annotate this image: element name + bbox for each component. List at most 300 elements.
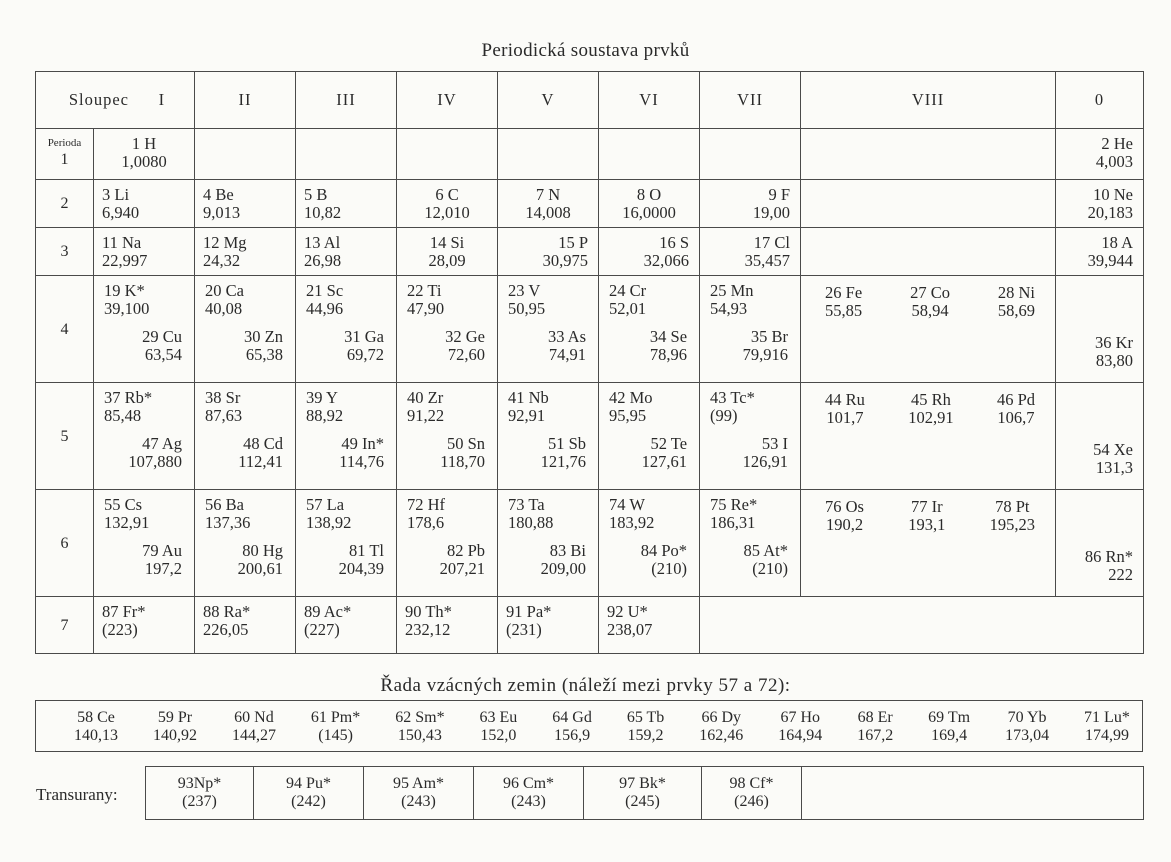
element-cell [1056, 228, 1144, 276]
element-mass: 9,013 [203, 203, 241, 222]
element-mass: (223) [102, 620, 138, 639]
rare-earth-element [699, 709, 743, 745]
element-mass: (243) [401, 793, 436, 810]
element-cell [498, 597, 599, 654]
element-mass: 195,23 [989, 515, 1036, 534]
rare-earth-element [74, 709, 118, 745]
element-mass: 140,92 [152, 727, 197, 744]
element-symbol: 75 Re* [710, 495, 758, 514]
empty-cell [599, 129, 700, 180]
empty-cell [802, 767, 1144, 820]
element-mass: 174,99 [1084, 727, 1129, 744]
element-symbol: 21 Sc [306, 281, 344, 300]
element-symbol: 33 As [547, 327, 587, 346]
empty-cell [700, 597, 1144, 654]
transuranium-element [364, 767, 474, 820]
element-cell [498, 276, 599, 383]
element-mass: 126,91 [742, 452, 789, 471]
element-symbol: 82 Pb [446, 541, 486, 560]
element-symbol: 80 Hg [242, 541, 284, 560]
rare-earth-element [153, 709, 197, 745]
period-row-7 [36, 597, 1144, 654]
element-mass: 16,0000 [622, 203, 676, 222]
element-symbol: 65 Tb [626, 709, 665, 726]
element-cell [296, 597, 397, 654]
element-symbol: 64 Gd [552, 709, 592, 726]
element-mass: 79,916 [742, 345, 789, 364]
element-symbol: 3 Li [102, 185, 130, 204]
element-mass: 6,940 [102, 203, 140, 222]
element-cell [700, 383, 801, 490]
rare-earths-title: Řada vzácných zemin (náleží mezi prvky 57 a 72): [380, 675, 791, 696]
element-symbol: 83 Bi [549, 541, 587, 560]
period-cell [36, 228, 94, 276]
header-column-i [36, 72, 195, 129]
element-mass: 183,92 [609, 513, 655, 532]
element-symbol: 6 C [435, 185, 459, 204]
element-symbol: 11 Na [102, 233, 142, 252]
element-entry [825, 498, 864, 534]
period-cell [36, 129, 94, 180]
period-number: 1 [60, 151, 69, 168]
element-mass: 169,4 [931, 727, 968, 744]
element-mass: (227) [304, 620, 340, 639]
rare-earth-element [928, 709, 970, 745]
header-column-iii: III [296, 72, 397, 129]
element-cell [94, 383, 195, 490]
element-mass: 83,80 [1095, 351, 1134, 370]
element-mass: 159,2 [627, 727, 664, 744]
period-number: 3 [60, 243, 69, 260]
element-mass: 121,76 [540, 452, 587, 471]
rare-earth-element [857, 709, 893, 745]
header-column-viii: VIII [801, 72, 1056, 129]
element-symbol: 76 Os [825, 497, 864, 516]
element-mass: 20,183 [1087, 203, 1134, 222]
element-cell [296, 276, 397, 383]
element-mass: 178,6 [407, 513, 445, 532]
element-mass: 91,22 [407, 406, 445, 425]
table-title: Periodická soustava prvků [481, 40, 690, 61]
element-cell [498, 228, 599, 276]
element-mass: 4,003 [1095, 152, 1134, 171]
header-column-i-label: I [158, 90, 166, 109]
element-symbol: 89 Ac* [304, 602, 352, 621]
transuranium-table [145, 766, 1144, 820]
element-mass: 152,0 [480, 727, 517, 744]
element-mass: 74,91 [548, 345, 587, 364]
element-cell [700, 228, 801, 276]
element-mass: 54,93 [710, 299, 748, 318]
element-mass: 156,9 [554, 727, 591, 744]
element-cell [195, 180, 296, 228]
element-cell [94, 490, 195, 597]
period-row-4 [36, 276, 1144, 383]
element-symbol: 44 Ru [825, 390, 865, 409]
element-mass: 95,95 [609, 406, 647, 425]
element-cell [94, 180, 195, 228]
element-symbol: 37 Rb* [104, 388, 153, 407]
element-entry [997, 391, 1035, 427]
element-symbol: 26 Fe [825, 283, 863, 302]
element-symbol: 16 S [659, 233, 690, 252]
empty-cell [801, 180, 1056, 228]
element-mass: (246) [734, 793, 769, 810]
rare-earths-cell [36, 701, 1143, 752]
rare-earths-row [36, 701, 1143, 752]
element-symbol: 34 Se [649, 327, 688, 346]
element-symbol: 25 Mn [710, 281, 754, 300]
period-cell [36, 180, 94, 228]
element-cell [599, 228, 700, 276]
element-cell [599, 597, 700, 654]
empty-cell [801, 129, 1056, 180]
element-symbol: 32 Ge [445, 327, 486, 346]
element-mass: 238,07 [607, 620, 653, 639]
transuranium-element [702, 767, 802, 820]
element-mass: 52,01 [609, 299, 647, 318]
group-viii-cell [801, 383, 1056, 490]
period-cell [36, 276, 94, 383]
element-mass: 92,91 [508, 406, 546, 425]
period-cell [36, 597, 94, 654]
element-symbol: 47 Ag [142, 434, 183, 453]
element-mass: 69,72 [346, 345, 385, 364]
element-symbol: 56 Ba [205, 495, 244, 514]
period-label: Perioda [47, 137, 82, 149]
rare-earth-element [480, 709, 518, 745]
element-symbol: 8 O [636, 185, 662, 204]
element-symbol: 62 Sm* [395, 709, 445, 726]
element-symbol: 78 Pt [995, 497, 1030, 516]
element-mass: (243) [511, 793, 546, 810]
element-mass: 26,98 [304, 251, 342, 270]
element-cell [195, 597, 296, 654]
empty-cell [397, 129, 498, 180]
element-symbol: 23 V [508, 281, 541, 300]
rare-earth-element [627, 709, 664, 745]
element-cell [397, 180, 498, 228]
empty-cell [195, 129, 296, 180]
element-symbol: 60 Nd [234, 709, 274, 726]
element-symbol: 2 He [1101, 134, 1134, 153]
element-mass: 14,008 [525, 203, 571, 222]
element-mass: 197,2 [144, 559, 183, 578]
element-symbol: 69 Tm [928, 709, 971, 726]
element-mass: 44,96 [306, 299, 344, 318]
element-mass: 12,010 [424, 203, 470, 222]
element-symbol: 66 Dy [701, 709, 742, 726]
element-mass: 102,91 [908, 408, 954, 427]
element-symbol: 46 Pd [996, 390, 1035, 409]
element-mass: 112,41 [238, 452, 284, 471]
rare-earth-element [1005, 709, 1049, 745]
element-mass: 58,69 [997, 301, 1035, 320]
element-symbol: 55 Cs [104, 495, 143, 514]
period-number: 2 [60, 195, 69, 212]
header-column-ii: II [195, 72, 296, 129]
element-mass: (237) [182, 793, 217, 810]
element-mass: 10,82 [304, 203, 342, 222]
element-symbol: 67 Ho [780, 709, 821, 726]
element-mass: 22,997 [102, 251, 148, 270]
element-symbol: 20 Ca [205, 281, 244, 300]
element-symbol: 12 Mg [203, 233, 247, 252]
empty-cell [498, 129, 599, 180]
element-mass: (231) [506, 620, 542, 639]
element-symbol: 19 K* [104, 281, 145, 300]
element-mass: 35,457 [744, 251, 791, 270]
element-mass: 193,1 [908, 515, 946, 534]
element-mass: (210) [651, 559, 688, 578]
element-mass: 204,39 [338, 559, 385, 578]
element-symbol: 1 H [131, 134, 157, 153]
element-entry [908, 498, 945, 534]
transuranium-element [584, 767, 702, 820]
element-symbol: 98 Cf* [729, 775, 774, 792]
element-entry [990, 498, 1035, 534]
periodic-table [35, 71, 1144, 654]
element-cell [599, 180, 700, 228]
element-mass: 47,90 [407, 299, 445, 318]
period-row-6 [36, 490, 1144, 597]
element-symbol: 88 Ra* [203, 602, 251, 621]
element-cell [397, 228, 498, 276]
element-cell [498, 180, 599, 228]
element-symbol: 91 Pa* [506, 602, 552, 621]
element-mass: 28,09 [428, 251, 466, 270]
element-mass: 209,00 [540, 559, 587, 578]
element-symbol: 36 Kr [1094, 333, 1134, 352]
element-mass: 40,08 [205, 299, 243, 318]
element-symbol: 53 I [761, 434, 789, 453]
element-mass: 65,38 [245, 345, 284, 364]
element-symbol: 95 Am* [392, 775, 445, 792]
element-cell [1056, 276, 1144, 383]
element-cell [195, 383, 296, 490]
element-symbol: 49 In* [341, 434, 385, 453]
element-symbol: 68 Er [857, 709, 893, 726]
transuranium-element [146, 767, 254, 820]
element-symbol: 7 N [535, 185, 561, 204]
element-cell [700, 490, 801, 597]
element-mass: 78,96 [649, 345, 688, 364]
element-symbol: 39 Y [306, 388, 338, 407]
element-entry [908, 391, 953, 427]
element-mass: (99) [710, 406, 738, 425]
header-column-iv: IV [397, 72, 498, 129]
element-symbol: 29 Cu [142, 327, 183, 346]
element-symbol: 51 Sb [547, 434, 587, 453]
element-mass: 127,61 [641, 452, 688, 471]
period-number: 6 [60, 534, 69, 552]
element-symbol: 45 Rh [910, 390, 951, 409]
element-cell [1056, 129, 1144, 180]
element-mass: 180,88 [508, 513, 554, 532]
element-symbol: 27 Co [910, 283, 950, 302]
rare-earth-element [778, 709, 822, 745]
element-symbol: 15 P [558, 233, 589, 252]
period-row-2 [36, 180, 1144, 228]
element-mass: (145) [318, 727, 353, 744]
element-mass: (210) [752, 559, 789, 578]
element-cell [599, 383, 700, 490]
element-symbol: 86 Rn* [1084, 547, 1134, 566]
element-mass: 87,63 [205, 406, 243, 425]
element-cell [397, 276, 498, 383]
element-symbol: 77 Ir [911, 497, 943, 516]
element-mass: 106,7 [997, 408, 1035, 427]
element-mass: 150,43 [397, 727, 442, 744]
element-symbol: 74 W [609, 495, 645, 514]
element-symbol: 70 Yb [1007, 709, 1047, 726]
element-symbol: 90 Th* [405, 602, 452, 621]
element-symbol: 97 Bk* [619, 775, 666, 792]
element-symbol: 38 Sr [205, 388, 241, 407]
element-mass: 19,00 [752, 203, 791, 222]
period-cell [36, 490, 94, 597]
element-mass: 162,46 [699, 727, 744, 744]
element-cell [397, 383, 498, 490]
element-cell [94, 129, 195, 180]
element-entry [910, 284, 950, 320]
element-cell [296, 490, 397, 597]
period-number: 5 [60, 427, 69, 445]
header-column-vii: VII [700, 72, 801, 129]
transuranium-element [254, 767, 364, 820]
element-mass: 164,94 [778, 727, 823, 744]
element-symbol: 54 Xe [1093, 440, 1134, 459]
element-symbol: 48 Cd [243, 434, 284, 453]
period-number: 4 [60, 320, 69, 338]
element-mass: 232,12 [405, 620, 451, 639]
element-mass: 131,3 [1095, 458, 1134, 477]
element-symbol: 13 Al [304, 233, 341, 252]
element-symbol: 18 A [1101, 233, 1134, 252]
element-cell [599, 490, 700, 597]
group-viii-cell [801, 276, 1056, 383]
element-cell [296, 228, 397, 276]
element-symbol: 24 Cr [609, 281, 647, 300]
element-mass: 72,60 [447, 345, 486, 364]
header-column-label: Sloupec [68, 90, 129, 109]
element-cell [94, 228, 195, 276]
element-mass: 190,2 [825, 515, 864, 534]
element-symbol: 10 Ne [1093, 185, 1134, 204]
rare-earth-element [311, 709, 360, 745]
header-column-0: 0 [1056, 72, 1144, 129]
element-mass: 63,54 [144, 345, 183, 364]
element-mass: 101,7 [826, 408, 864, 427]
element-cell [195, 228, 296, 276]
element-symbol: 41 Nb [508, 388, 549, 407]
element-mass: 107,880 [128, 452, 183, 471]
element-mass: 85,48 [104, 406, 142, 425]
element-cell [498, 490, 599, 597]
element-cell [599, 276, 700, 383]
element-symbol: 93Np* [177, 775, 222, 792]
element-mass: 1,0080 [121, 152, 167, 171]
element-cell [94, 597, 195, 654]
element-symbol: 72 Hf [407, 495, 446, 514]
element-cell [700, 276, 801, 383]
element-symbol: 96 Cm* [502, 775, 555, 792]
element-symbol: 63 Eu [479, 709, 518, 726]
element-symbol: 73 Ta [508, 495, 545, 514]
element-cell [1056, 490, 1144, 597]
element-mass: 226,05 [203, 620, 249, 639]
transuranium-label: Transurany: [36, 785, 118, 804]
element-cell [1056, 180, 1144, 228]
element-symbol: 5 B [304, 185, 328, 204]
rare-earths-table [35, 700, 1143, 752]
element-mass: 58,94 [911, 301, 949, 320]
element-mass: 167,2 [857, 727, 894, 744]
period-row-3 [36, 228, 1144, 276]
element-mass: 24,32 [203, 251, 241, 270]
rare-earths-list [36, 701, 1142, 745]
element-mass: 55,85 [825, 301, 863, 320]
empty-cell [700, 129, 801, 180]
period-row-1 [36, 129, 1144, 180]
rare-earth-element [552, 709, 592, 745]
element-mass: 118,70 [440, 452, 486, 471]
element-mass: (242) [291, 793, 326, 810]
element-mass: 32,066 [643, 251, 690, 270]
element-symbol: 31 Ga [344, 327, 385, 346]
rare-earth-element [395, 709, 444, 745]
element-entry [998, 284, 1035, 320]
rare-earth-element [232, 709, 276, 745]
element-symbol: 17 Cl [753, 233, 791, 252]
element-cell [195, 276, 296, 383]
element-symbol: 94 Pu* [286, 775, 331, 792]
rare-earth-element [1084, 709, 1130, 745]
element-symbol: 79 Au [142, 541, 183, 560]
element-symbol: 40 Zr [407, 388, 444, 407]
element-cell [397, 490, 498, 597]
element-cell [195, 490, 296, 597]
element-symbol: 58 Ce [77, 709, 115, 726]
element-symbol: 4 Be [203, 185, 234, 204]
empty-cell [296, 129, 397, 180]
element-mass: 88,92 [306, 406, 344, 425]
element-mass: 144,27 [231, 727, 276, 744]
element-symbol: 87 Fr* [102, 602, 146, 621]
element-symbol: 57 La [306, 495, 345, 514]
element-mass: 39,944 [1087, 251, 1134, 270]
element-symbol: 42 Mo [609, 388, 653, 407]
element-cell [397, 597, 498, 654]
element-symbol: 35 Br [750, 327, 789, 346]
element-mass: 222 [1108, 565, 1134, 584]
period-row-5 [36, 383, 1144, 490]
element-symbol: 43 Tc* [710, 388, 755, 407]
element-mass: 207,21 [439, 559, 486, 578]
transuranium-row [146, 767, 1144, 820]
element-symbol: 81 Tl [349, 541, 385, 560]
element-symbol: 14 Si [429, 233, 465, 252]
element-cell [498, 383, 599, 490]
element-symbol: 28 Ni [997, 283, 1035, 302]
element-symbol: 30 Zn [244, 327, 284, 346]
header-column-vi: VI [599, 72, 700, 129]
element-symbol: 92 U* [607, 602, 648, 621]
element-mass: 50,95 [508, 299, 546, 318]
element-symbol: 59 Pr [157, 709, 193, 726]
element-symbol: 85 At* [743, 541, 789, 560]
element-mass: 138,92 [306, 513, 352, 532]
